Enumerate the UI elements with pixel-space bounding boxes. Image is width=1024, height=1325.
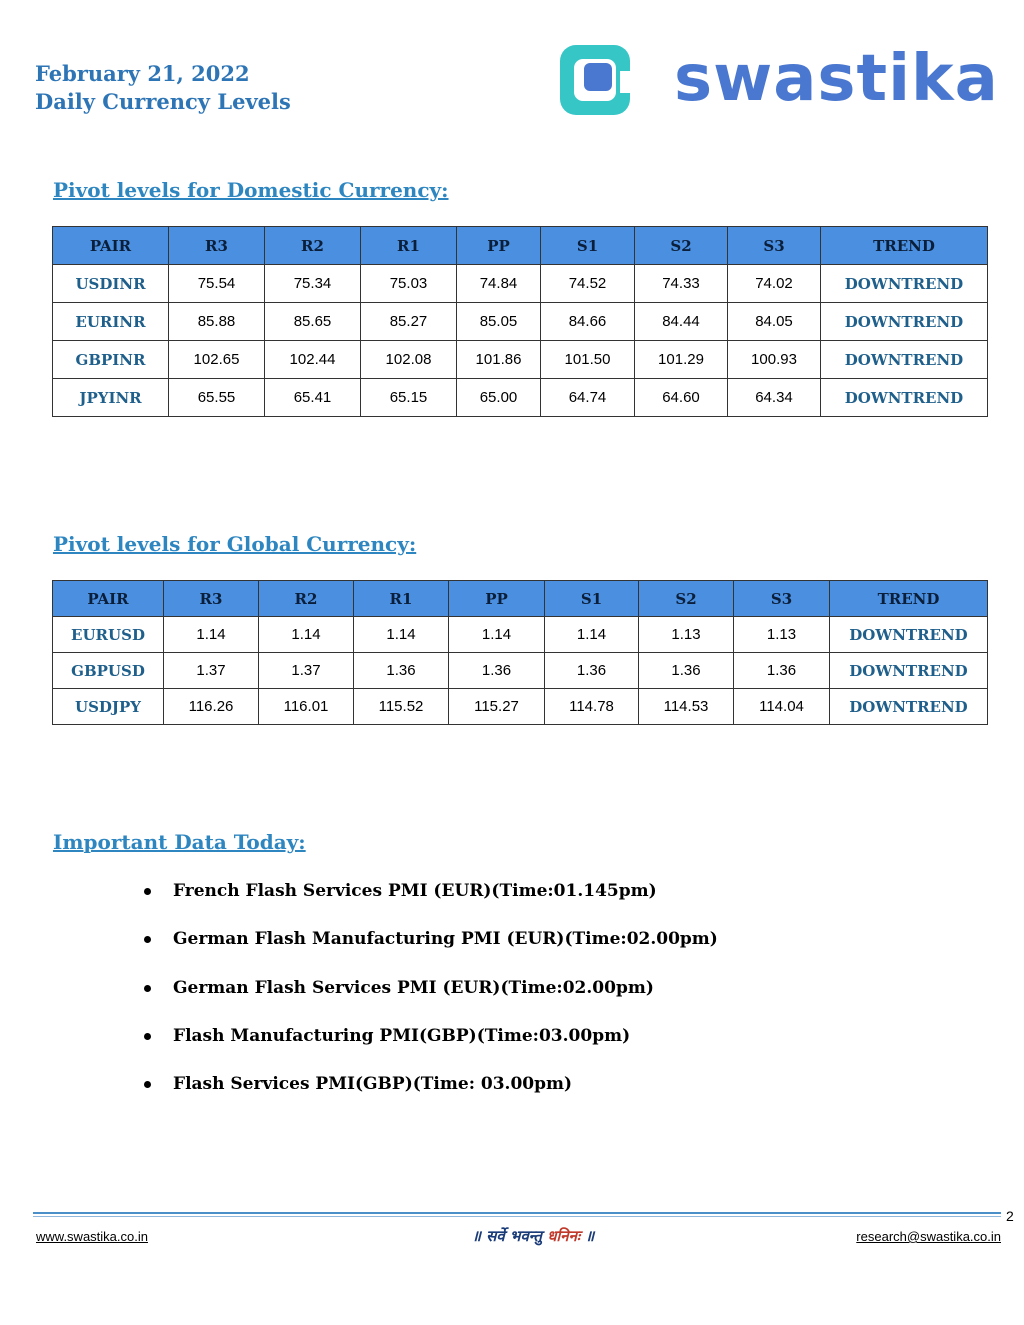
pair-cell: EURINR <box>53 303 169 341</box>
trend-cell: DOWNTREND <box>821 265 988 303</box>
table-row <box>53 265 988 303</box>
important-data-list <box>140 880 718 1121</box>
value-cell: 114.78 <box>545 689 639 725</box>
logo-text: swastika <box>674 42 999 116</box>
list-item-text: German Flash Services PMI (EUR)(Time:02.00pm) <box>173 977 654 998</box>
value-cell: 64.60 <box>635 379 728 417</box>
motto-text: ॥ सर्वे भवन्तु <box>472 1227 548 1245</box>
table-header-row <box>53 227 988 265</box>
value-cell: 102.65 <box>169 341 265 379</box>
pair-cell: GBPINR <box>53 341 169 379</box>
footer-divider-thin <box>33 1216 1001 1217</box>
list-item-text: German Flash Manufacturing PMI (EUR)(Time:02.00pm) <box>173 929 718 950</box>
column-header: TREND <box>830 581 988 617</box>
value-cell: 1.36 <box>354 653 449 689</box>
list-item <box>140 1025 718 1073</box>
value-cell: 1.14 <box>354 617 449 653</box>
bullet-icon <box>144 888 151 895</box>
column-header: R2 <box>259 581 354 617</box>
value-cell: 1.37 <box>164 653 259 689</box>
global-heading: Pivot levels for Global Currency: <box>53 532 417 556</box>
trend-cell: DOWNTREND <box>821 379 988 417</box>
value-cell: 65.00 <box>457 379 541 417</box>
value-cell: 1.14 <box>259 617 354 653</box>
bullet-icon <box>144 1033 151 1040</box>
value-cell: 1.36 <box>639 653 734 689</box>
trend-cell: DOWNTREND <box>830 617 988 653</box>
bullet-icon <box>144 1081 151 1088</box>
value-cell: 101.86 <box>457 341 541 379</box>
value-cell: 1.36 <box>449 653 545 689</box>
table-row <box>53 653 988 689</box>
value-cell: 114.53 <box>639 689 734 725</box>
pair-cell: JPYINR <box>53 379 169 417</box>
column-header: S2 <box>635 227 728 265</box>
column-header: S3 <box>734 581 830 617</box>
column-header: PAIR <box>53 581 164 617</box>
value-cell: 102.44 <box>265 341 361 379</box>
value-cell: 100.93 <box>728 341 821 379</box>
value-cell: 101.50 <box>541 341 635 379</box>
list-item-text: French Flash Services PMI (EUR)(Time:01.145pm) <box>173 881 657 901</box>
value-cell: 1.14 <box>545 617 639 653</box>
bullet-icon <box>144 985 151 992</box>
trend-cell: DOWNTREND <box>830 653 988 689</box>
list-item-text: Flash Services PMI(GBP)(Time: 03.00pm) <box>173 1074 573 1095</box>
pair-cell: USDINR <box>53 265 169 303</box>
value-cell: 1.37 <box>259 653 354 689</box>
website-link[interactable]: www.swastika.co.in <box>36 1229 148 1244</box>
value-cell: 75.54 <box>169 265 265 303</box>
value-cell: 1.13 <box>639 617 734 653</box>
column-header: PAIR <box>53 227 169 265</box>
value-cell: 115.52 <box>354 689 449 725</box>
table-row <box>53 689 988 725</box>
trend-cell: DOWNTREND <box>821 341 988 379</box>
pair-cell: USDJPY <box>53 689 164 725</box>
pair-cell: EURUSD <box>53 617 164 653</box>
value-cell: 84.66 <box>541 303 635 341</box>
global-pivot-table <box>52 580 988 725</box>
value-cell: 84.05 <box>728 303 821 341</box>
pair-cell: GBPUSD <box>53 653 164 689</box>
value-cell: 116.01 <box>259 689 354 725</box>
value-cell: 84.44 <box>635 303 728 341</box>
value-cell: 85.05 <box>457 303 541 341</box>
value-cell: 74.52 <box>541 265 635 303</box>
report-date: February 21, 2022 <box>35 61 250 86</box>
value-cell: 64.74 <box>541 379 635 417</box>
value-cell: 1.13 <box>734 617 830 653</box>
column-header: PP <box>449 581 545 617</box>
motto-accent: धनिनः <box>547 1227 580 1245</box>
footer-motto <box>472 1226 594 1246</box>
value-cell: 85.27 <box>361 303 457 341</box>
swastika-logo-icon <box>558 41 634 117</box>
table-row <box>53 617 988 653</box>
value-cell: 1.14 <box>164 617 259 653</box>
list-item-text: Flash Manufacturing PMI(GBP)(Time:03.00pm) <box>173 1025 631 1046</box>
motto-end: ॥ <box>579 1227 595 1245</box>
value-cell: 116.26 <box>164 689 259 725</box>
trend-cell: DOWNTREND <box>821 303 988 341</box>
list-item <box>140 928 718 976</box>
column-header: PP <box>457 227 541 265</box>
report-subtitle: Daily Currency Levels <box>35 89 291 114</box>
column-header: R3 <box>164 581 259 617</box>
value-cell: 65.15 <box>361 379 457 417</box>
list-item <box>140 977 718 1025</box>
value-cell: 65.41 <box>265 379 361 417</box>
value-cell: 74.02 <box>728 265 821 303</box>
value-cell: 115.27 <box>449 689 545 725</box>
important-heading: Important Data Today: <box>53 830 306 854</box>
column-header: R1 <box>354 581 449 617</box>
table-row <box>53 341 988 379</box>
column-header: R1 <box>361 227 457 265</box>
domestic-heading: Pivot levels for Domestic Currency: <box>53 178 449 202</box>
footer-divider <box>33 1212 1001 1214</box>
value-cell: 85.65 <box>265 303 361 341</box>
value-cell: 65.55 <box>169 379 265 417</box>
trend-cell: DOWNTREND <box>830 689 988 725</box>
value-cell: 64.34 <box>728 379 821 417</box>
column-header: S1 <box>541 227 635 265</box>
value-cell: 1.36 <box>545 653 639 689</box>
report-header <box>35 60 291 116</box>
table-row <box>53 303 988 341</box>
table-row <box>53 379 988 417</box>
value-cell: 75.34 <box>265 265 361 303</box>
value-cell: 1.14 <box>449 617 545 653</box>
column-header: TREND <box>821 227 988 265</box>
value-cell: 74.84 <box>457 265 541 303</box>
column-header: S2 <box>639 581 734 617</box>
value-cell: 74.33 <box>635 265 728 303</box>
value-cell: 102.08 <box>361 341 457 379</box>
page-number: 2 <box>1006 1208 1014 1224</box>
list-item <box>140 1073 718 1121</box>
bullet-icon <box>144 936 151 943</box>
column-header: R2 <box>265 227 361 265</box>
value-cell: 75.03 <box>361 265 457 303</box>
value-cell: 114.04 <box>734 689 830 725</box>
email-link[interactable]: research@swastika.co.in <box>856 1229 1001 1244</box>
value-cell: 1.36 <box>734 653 830 689</box>
table-header-row <box>53 581 988 617</box>
column-header: R3 <box>169 227 265 265</box>
column-header: S3 <box>728 227 821 265</box>
list-item <box>140 880 718 928</box>
value-cell: 85.88 <box>169 303 265 341</box>
column-header: S1 <box>545 581 639 617</box>
swastika-logo <box>558 38 1010 120</box>
domestic-pivot-table <box>52 226 988 417</box>
value-cell: 101.29 <box>635 341 728 379</box>
